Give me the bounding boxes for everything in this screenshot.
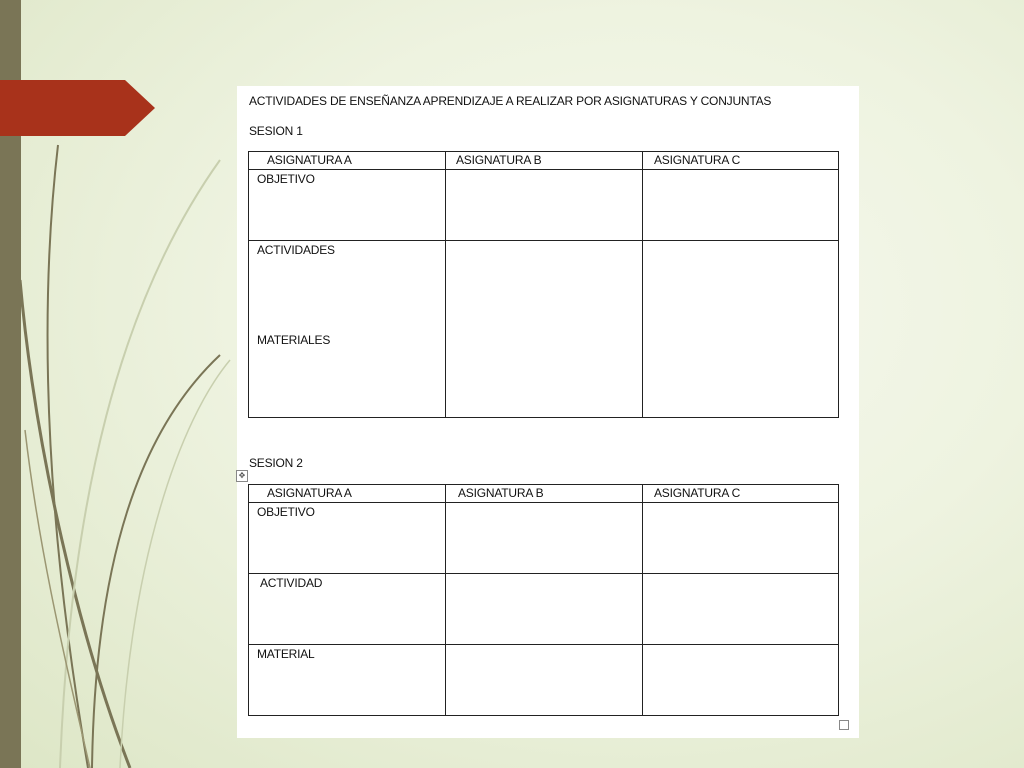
table-cell[interactable] <box>643 170 839 241</box>
header-cell <box>446 485 643 503</box>
header-label: ASIGNATURA B <box>456 153 542 167</box>
table-cell[interactable] <box>643 241 839 418</box>
row-label: OBJETIVO <box>257 172 315 186</box>
row-label-cell <box>249 574 446 645</box>
table-cell[interactable] <box>446 241 643 418</box>
table-cell[interactable] <box>446 170 643 241</box>
header-label: ASIGNATURA A <box>267 486 352 500</box>
table-header-row <box>249 485 839 503</box>
row-label: MATERIAL <box>257 647 315 661</box>
table-row <box>249 170 839 241</box>
table-cell[interactable] <box>446 503 643 574</box>
row-label: MATERIALES <box>257 333 331 347</box>
header-label: ASIGNATURA C <box>654 486 741 500</box>
header-cell <box>446 152 643 170</box>
document-heading: ACTIVIDADES DE ENSEÑANZA APRENDIZAJE A REALIZAR POR ASIGNATURAS Y CONJUNTAS <box>249 94 772 108</box>
header-cell <box>249 152 446 170</box>
session-1-table <box>248 151 839 418</box>
header-label: ASIGNATURA C <box>654 153 741 167</box>
header-cell <box>249 485 446 503</box>
table-cell[interactable] <box>643 574 839 645</box>
table-cell[interactable] <box>446 574 643 645</box>
session-2-label: SESION 2 <box>249 456 303 470</box>
row-label: ACTIVIDADES <box>257 243 335 257</box>
row-label-cell <box>249 503 446 574</box>
table-row <box>249 503 839 574</box>
row-label: ACTIVIDAD <box>260 576 323 590</box>
red-arrow-shape <box>0 80 155 136</box>
move-handle-icon[interactable]: ✥ <box>236 470 248 482</box>
table-header-row <box>249 152 839 170</box>
row-label-cell <box>249 241 446 418</box>
session-1-label: SESION 1 <box>249 124 303 138</box>
table-row <box>249 574 839 645</box>
document-image <box>237 86 859 738</box>
row-label: OBJETIVO <box>257 505 315 519</box>
table-cell[interactable] <box>643 645 839 716</box>
header-cell <box>643 152 839 170</box>
session-2-table <box>248 484 839 716</box>
row-label-cell <box>249 170 446 241</box>
header-label: ASIGNATURA A <box>267 153 352 167</box>
table-cell[interactable] <box>446 645 643 716</box>
table-row <box>249 241 839 418</box>
header-label: ASIGNATURA B <box>458 486 544 500</box>
resize-handle-icon[interactable] <box>839 720 849 730</box>
header-cell <box>643 485 839 503</box>
row-label-cell <box>249 645 446 716</box>
table-row <box>249 645 839 716</box>
table-cell[interactable] <box>643 503 839 574</box>
